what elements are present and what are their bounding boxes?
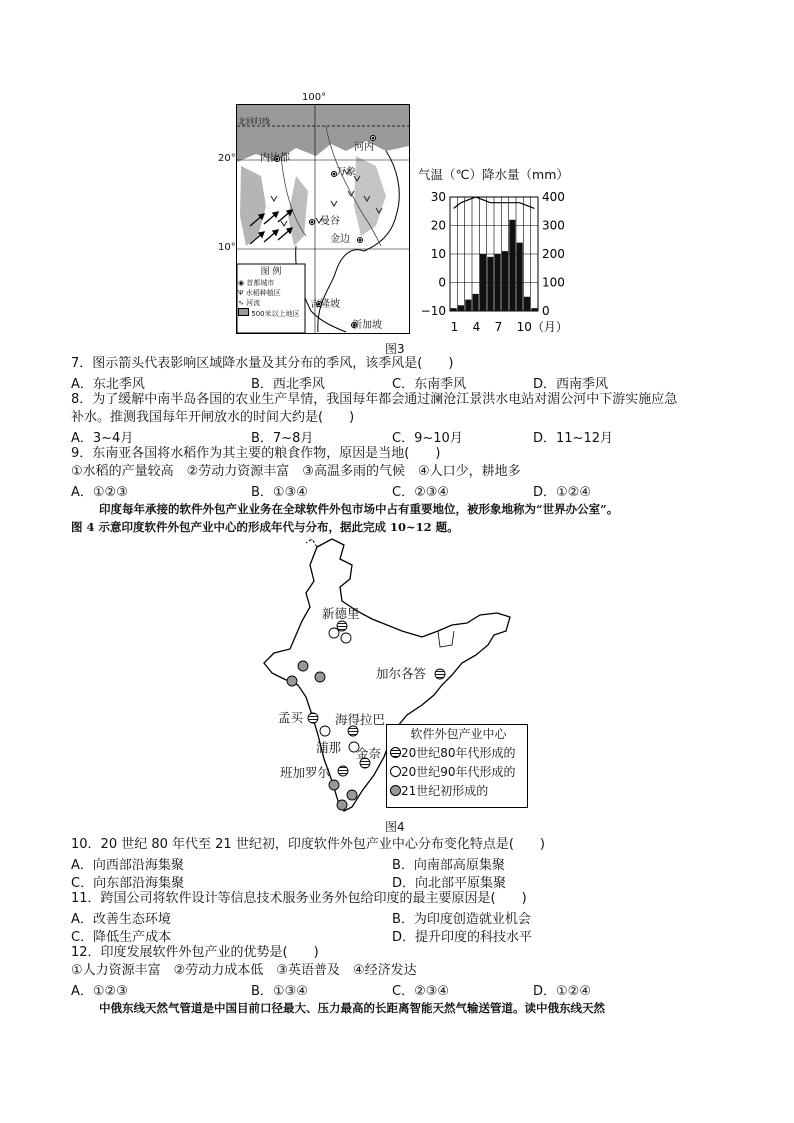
q12-option-c[interactable]: C．②③④ [392,984,450,999]
q12-option-b[interactable]: B．①③④ [251,984,308,999]
q7-stem: 7．图示箭头代表影响区域降水量及其分布的季风，该季风是( ) [71,356,454,371]
hatched-circle-icon [390,747,401,758]
precip-bar [509,220,515,311]
map3-legend-title: 图 例 [260,267,282,277]
center-1980s-delhi [337,621,347,631]
city-kolkata: 加尔各答 [376,666,427,681]
precip-bar [465,300,471,311]
city-naypyidaw: 内比都 [260,153,290,164]
city-singapore: 新加坡 [352,320,382,331]
q10-option-c[interactable]: C．向东部沿海集聚 [71,876,185,891]
month-tick-label: 10（月） [516,320,568,334]
q11-option-a[interactable]: A．改善生态环境 [71,912,171,927]
tropic-of-cancer-label: 北回归线 [238,117,270,126]
q7-option-a[interactable]: A．东北季风 [71,377,145,392]
city-chennai: 金奈 [356,746,382,761]
center-1980s-kolkata [435,669,445,679]
center-2000s-6 [337,800,347,810]
q11-option-b[interactable]: B．为印度创造就业机会 [392,912,531,927]
q9-option-d[interactable]: D．①②④ [533,485,591,500]
month-tick-label: 1 [450,320,459,334]
q11-stem: 11．跨国公司将软件设计等信息技术服务业务外包给印度的最主要原因是( ) [71,891,527,906]
city-pune: 浦那 [316,740,342,755]
q11-option-d[interactable]: D．提升印度的科技水平 [392,930,533,945]
q9-stem: 9．东南亚各国将水稻作为其主要的粮食作物，原因是当地( ) [71,446,441,461]
passage-india-line1: 印度每年承接的软件外包产业业务在全球软件外包市场中占有重要地位，被形象地称为“世界办公室”。 [99,502,619,516]
temp-tick-label: 20 [430,218,446,233]
center-2000s-2 [315,672,325,682]
map4-legend-title: 软件外包产业中心 [410,727,507,741]
q8-option-a[interactable]: A．3~4月 [71,431,134,446]
precip-bar [517,243,523,311]
rice-icon: Ψ [238,289,246,297]
highland-swatch [238,308,249,316]
center-1990s-pune [320,726,330,736]
precip-tick-label: 0 [542,304,550,318]
city-bangalore: 班加罗尔 [280,765,331,780]
figure-4-map [262,535,532,817]
center-1990s-1 [329,628,339,638]
city-vientiane: 万象 [336,167,356,178]
q12-stem: 12．印度发展软件外包产业的优势是( ) [71,945,319,960]
month-tick-label: 4 [472,320,481,334]
precip-bar [531,308,537,311]
capital-city-icon: ◉ [238,279,247,287]
q9-option-b[interactable]: B．①③④ [251,485,308,500]
city-phnom-penh: 金边 [330,234,350,245]
figure-3-map [218,92,410,334]
center-1980s-mumbai [308,713,318,723]
grey-circle-icon [390,785,401,796]
legend-rice: Ψ 水稻种植区 [238,289,281,297]
map3-legend [238,266,304,319]
precip-tick-label: 100 [542,275,565,290]
precip-bar [451,308,457,311]
precip-bar [473,294,479,311]
passage-pipeline: 中俄东线天然气管道是中国目前口径最大、压力最高的长距离智能天然气输送管道。读中俄东线天然 [99,1001,605,1015]
center-2000s-5 [347,790,357,800]
q9-option-a[interactable]: A．①②③ [71,485,128,500]
climate-chart-header: 气温（℃）降水量（mm） [418,167,569,182]
precip-bar [480,254,486,311]
q9-items: ①水稻的产量较高 ②劳动力资源丰富 ③高温多雨的气候 ④人口少，耕地多 [71,464,521,479]
q7-option-b[interactable]: B．西北季风 [251,377,325,392]
river-icon: ∿ [238,299,247,307]
legend-2000s: 21世纪初形成的 [390,782,527,801]
q11-option-c[interactable]: C．降低生产成本 [71,930,172,945]
legend-1990s: 20世纪90年代形成的 [390,763,527,782]
q10-stem: 10．20 世纪 80 年代至 21 世纪初，印度软件外包产业中心分布变化特点是( ) [71,837,545,852]
center-2000s-1 [298,661,308,671]
temp-tick-label: 0 [438,275,446,290]
q8-option-c[interactable]: C．9~10月 [392,431,463,446]
map4-legend [386,724,528,808]
temp-tick-label: 30 [430,190,446,204]
q12-option-a[interactable]: A．①②③ [71,984,128,999]
q10-option-d[interactable]: D．向北部平原集聚 [392,876,507,891]
center-1990s-2 [341,633,351,643]
month-tick-label: 7 [494,320,503,334]
legend-1980s: 20世纪80年代形成的 [390,744,527,763]
latitude-10-label: 10° [218,242,236,253]
city-kuala-lumpur: 吉隆坡 [310,299,340,310]
latitude-20-label: 20° [218,153,236,164]
precip-tick-label: 300 [542,218,565,233]
legend-river: ∿ 河流 [238,299,261,307]
city-mumbai: 孟买 [278,710,304,725]
temp-tick-label: 10 [430,247,446,261]
legend-capital: ◉ 首都城市 [238,279,275,287]
city-hyderabad: 海得拉巴 [335,712,386,727]
precip-bar [524,297,530,311]
q10-option-b[interactable]: B．向南部高原集聚 [392,858,505,873]
q8-option-b[interactable]: B．7~8月 [251,431,314,446]
center-2000s-3 [287,676,297,686]
city-new-delhi: 新德里 [322,606,360,621]
longitude-100-label: 100° [302,92,327,103]
center-1980s-bangalore [338,766,348,776]
precip-bar [495,254,501,311]
legend-highland: 500米以上地区 [238,308,304,319]
precip-bar [502,251,508,311]
city-bangkok: 曼谷 [320,216,340,227]
precip-bar [458,305,464,311]
q12-option-d[interactable]: D．①②④ [533,984,591,999]
precip-bar [487,257,493,311]
q7-option-c[interactable]: C．东南季风 [392,377,467,392]
figure-3-caption: 图3 [385,342,405,356]
q8-option-d[interactable]: D．11~12月 [533,431,613,446]
temp-tick-label: −10 [420,304,446,318]
q10-option-a[interactable]: A．向西部沿海集聚 [71,858,184,873]
figure-4-caption: 图4 [385,820,405,834]
center-2000s-4 [329,780,339,790]
q7-option-d[interactable]: D．西南季风 [533,377,609,392]
precip-tick-label: 200 [542,247,565,261]
q8-stem-line1: 8．为了缓解中南半岛各国的农业生产旱情，我国每年都会通过澜沧江景洪水电站对湄公河中下游实施应急 [71,392,678,407]
q9-option-c[interactable]: C．②③④ [392,485,450,500]
climate-chart-svg [418,187,588,337]
passage-india-line2: 图 4 示意印度软件外包产业中心的形成年代与分布，据此完成 10~12 题。 [71,520,459,534]
open-circle-icon [390,766,401,777]
q8-stem-line2: 补水。推测我国每年开闸放水的时间大约是( ) [71,410,355,425]
climate-chart [418,165,588,340]
q12-items: ①人力资源丰富 ②劳动力成本低 ③英语普及 ④经济发达 [71,963,417,978]
city-hanoi: 河内 [354,142,374,153]
precip-tick-label: 400 [542,190,565,204]
